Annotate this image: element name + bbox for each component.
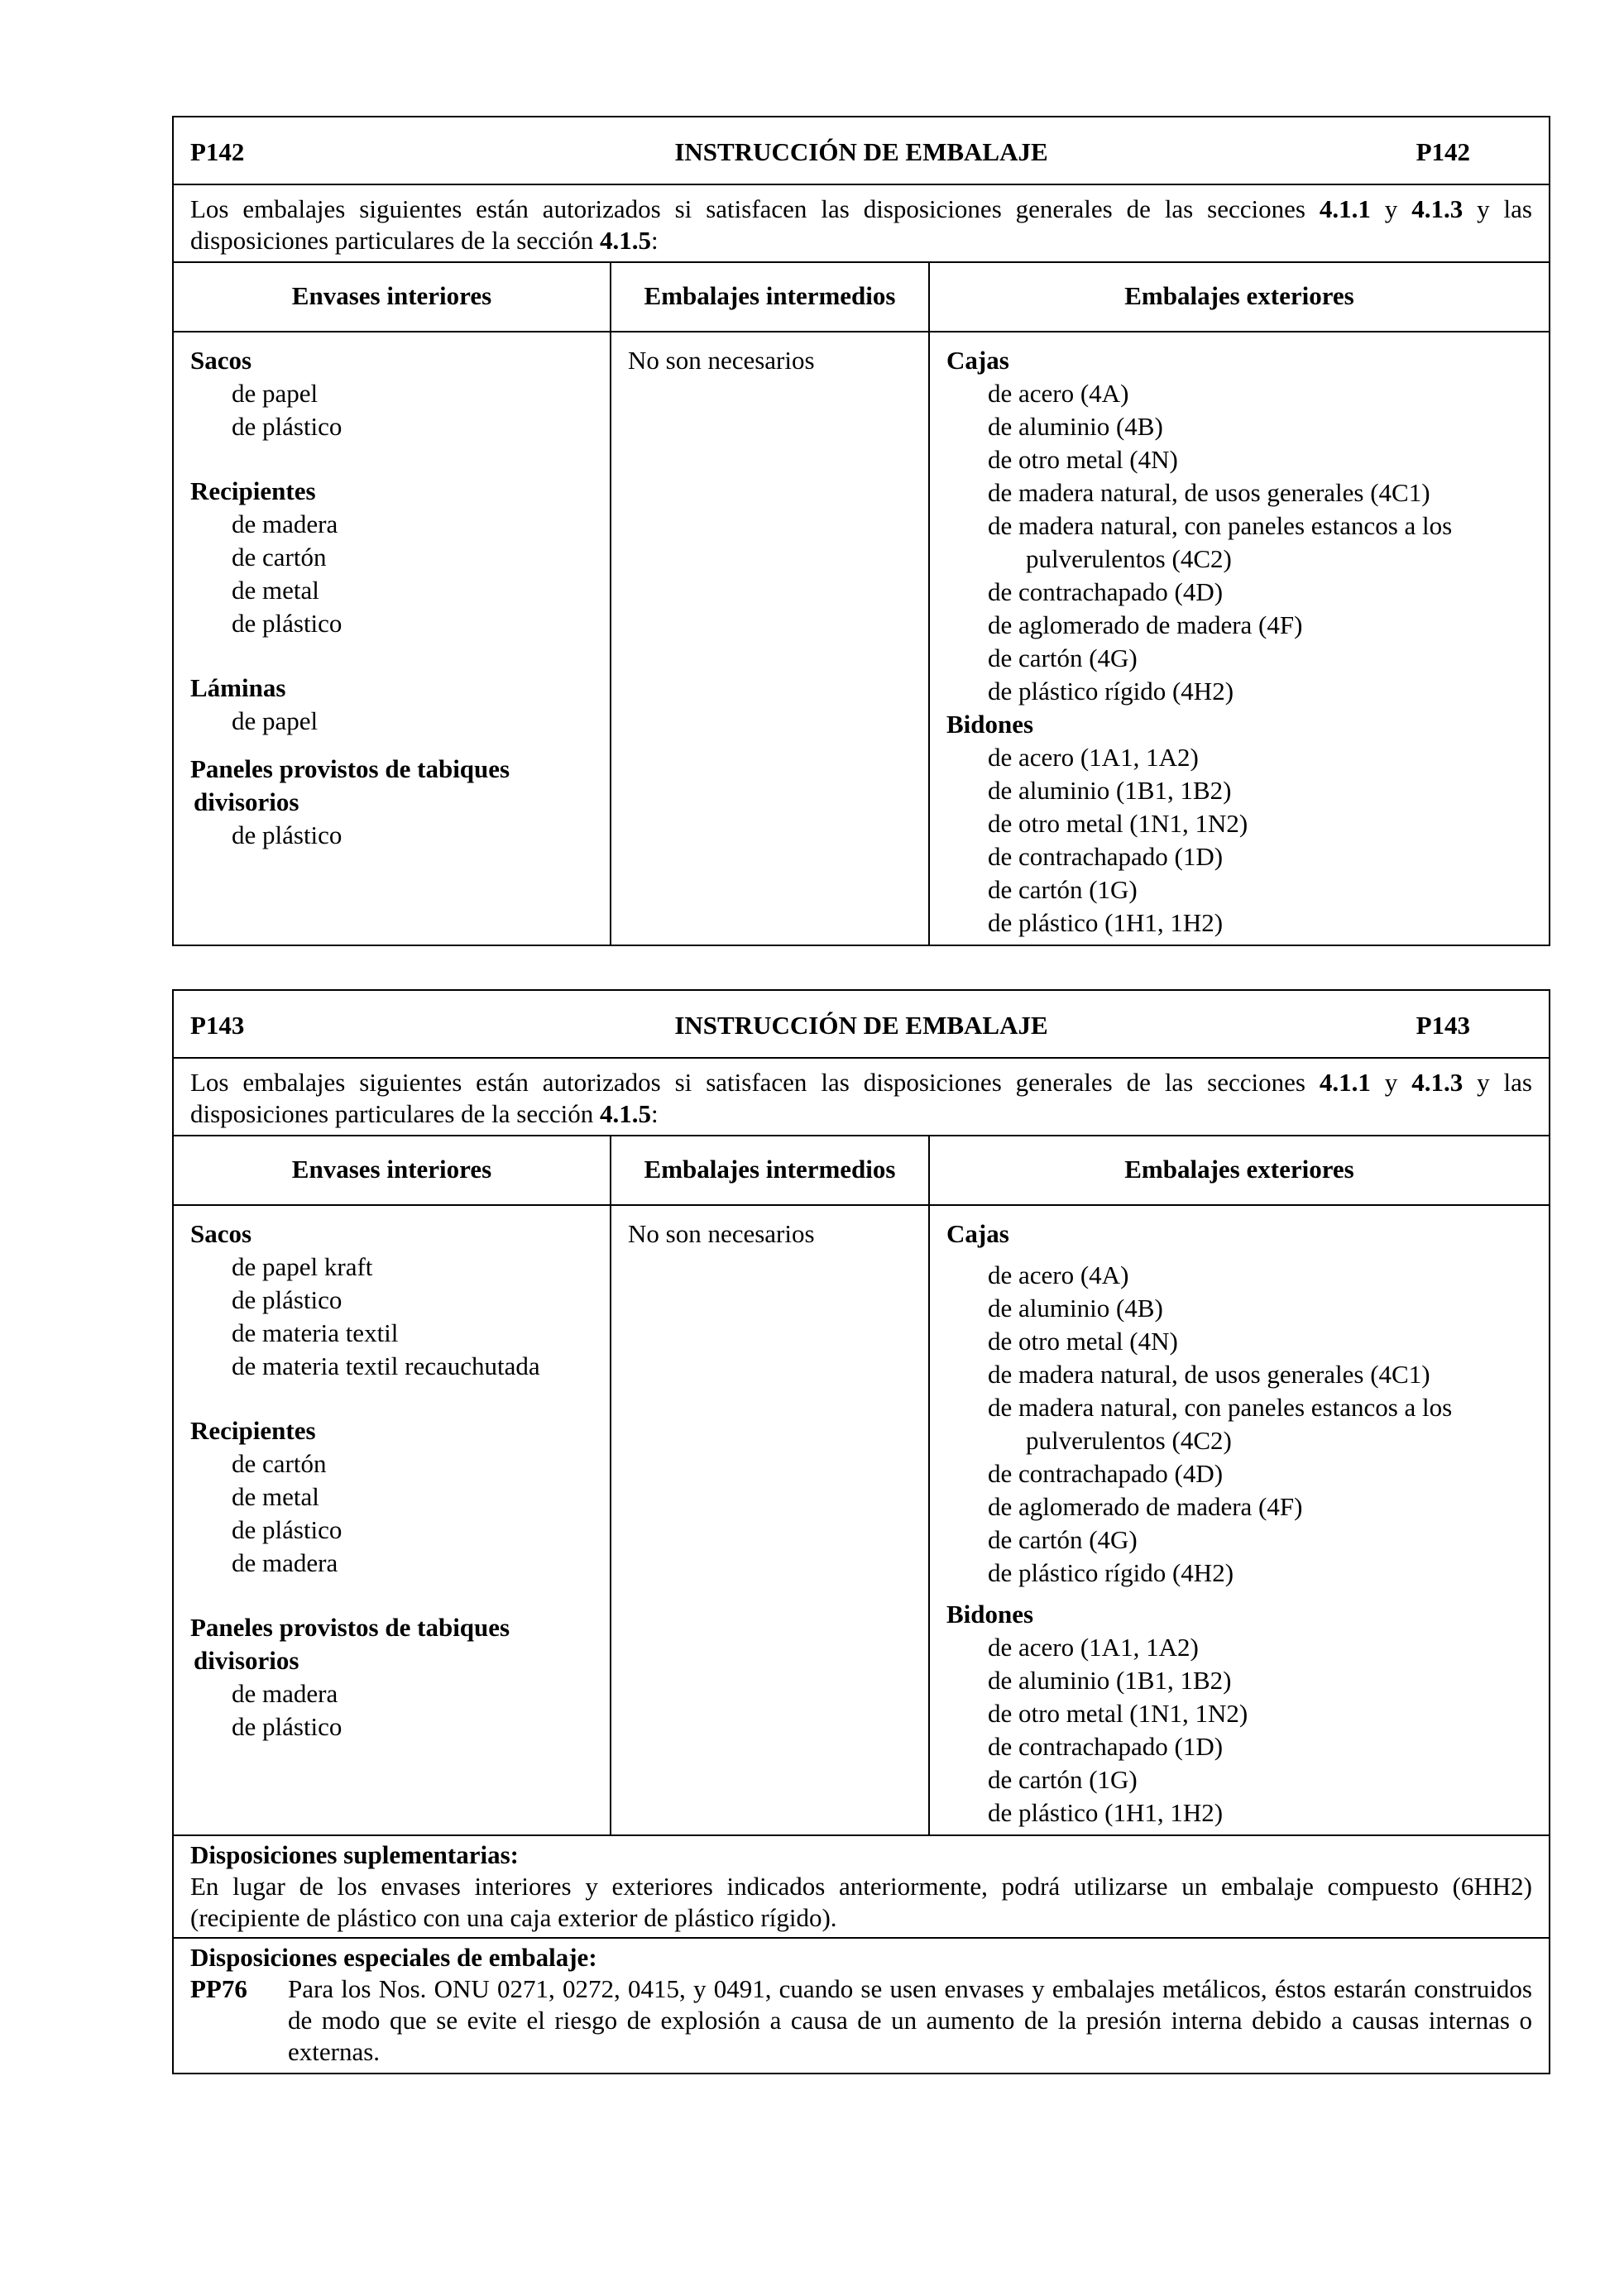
instruction-title: INSTRUCCIÓN DE EMBALAJE	[674, 137, 1048, 166]
group-heading: Bidones	[946, 1600, 1034, 1629]
list-item: de otro metal (4N)	[988, 1327, 1178, 1356]
list-item: de metal	[232, 1482, 319, 1511]
list-item: de plástico	[232, 412, 343, 441]
special-provision-code: PP76	[190, 1974, 247, 2003]
list-item: de plástico	[232, 820, 343, 849]
group-heading: Bidones	[946, 710, 1034, 739]
packing-instruction-p142	[172, 116, 1550, 946]
group-heading: Láminas	[190, 673, 286, 702]
list-item: pulverulentos (4C2)	[1026, 1426, 1232, 1455]
instruction-header	[174, 117, 1549, 185]
list-item: de aglomerado de madera (4F)	[988, 610, 1303, 639]
list-item: de materia textil recauchutada	[232, 1351, 540, 1380]
inner-packagings	[174, 1206, 611, 1834]
list-item: de otro metal (1N1, 1N2)	[988, 809, 1248, 838]
packing-instruction-p143	[172, 989, 1550, 2074]
group-heading: divisorios	[194, 1646, 299, 1675]
list-item: de metal	[232, 576, 319, 605]
list-item: de madera	[232, 1679, 338, 1708]
instruction-code-left: P142	[190, 137, 245, 166]
list-item: de otro metal (1N1, 1N2)	[988, 1699, 1248, 1728]
col-header-outer: Embalajes exteriores	[1124, 1155, 1354, 1184]
list-item: de cartón	[232, 543, 327, 572]
list-item: de papel	[232, 706, 319, 735]
list-item: de materia textil	[232, 1318, 399, 1347]
group-heading: Sacos	[190, 346, 252, 375]
list-item: de aluminio (1B1, 1B2)	[988, 776, 1232, 805]
list-item: de cartón (4G)	[988, 643, 1138, 672]
special-heading: Disposiciones especiales de embalaje:	[190, 1943, 597, 1972]
instruction-title: INSTRUCCIÓN DE EMBALAJE	[674, 1011, 1048, 1040]
intermediate-packagings	[611, 1206, 930, 1834]
outer-packagings	[930, 332, 1549, 945]
list-item: de madera natural, de usos generales (4C1)	[988, 1360, 1430, 1389]
group-heading: Paneles provistos de tabiques	[190, 754, 510, 783]
list-item: de acero (1A1, 1A2)	[988, 743, 1199, 772]
instruction-header	[174, 991, 1549, 1059]
list-item: de aluminio (4B)	[988, 1294, 1163, 1323]
packaging-body	[174, 1206, 1549, 1836]
list-item: de cartón (4G)	[988, 1525, 1138, 1554]
list-item: de plástico	[232, 1515, 343, 1544]
col-header-intermediate: Embalajes intermedios	[611, 263, 930, 331]
intro-text: Los embalajes siguientes están autorizados si satisfacen las disposiciones generales de las secciones	[190, 1068, 1320, 1097]
col-header-outer: Embalajes exteriores	[1124, 281, 1354, 310]
list-item: de plástico (1H1, 1H2)	[988, 1798, 1224, 1827]
intermediate-text: No son necesarios	[628, 1219, 815, 1248]
intro-text: y las disposiciones particulares de la sección	[190, 194, 1532, 255]
list-item: de plástico	[232, 1285, 343, 1314]
supplementary-heading: Disposiciones suplementarias:	[190, 1840, 519, 1869]
list-item: de cartón	[232, 1449, 327, 1478]
col-header-inner: Envases interiores	[174, 1136, 611, 1204]
group-heading: divisorios	[194, 787, 299, 816]
column-headers	[174, 263, 1549, 332]
intro-text: y las disposiciones particulares de la sección	[190, 1068, 1532, 1128]
instruction-intro	[174, 185, 1549, 263]
special-provision-item	[190, 1973, 1532, 2068]
col-header-intermediate: Embalajes intermedios	[611, 1136, 930, 1204]
list-item: de contrachapado (1D)	[988, 1732, 1224, 1761]
list-item: de papel	[232, 379, 319, 408]
list-item: pulverulentos (4C2)	[1026, 544, 1232, 573]
list-item: de cartón (1G)	[988, 1765, 1138, 1794]
instruction-code-left: P143	[190, 1011, 245, 1040]
list-item: de aluminio (4B)	[988, 412, 1163, 441]
list-item: de madera	[232, 1548, 338, 1577]
inner-packagings	[174, 332, 611, 945]
intro-text: :	[650, 226, 659, 255]
section-ref: 4.1.3	[1411, 1068, 1464, 1097]
special-provision-text: Para los Nos. ONU 0271, 0272, 0415, y 0491, cuando se usen envases y embalajes metálicos, éstos estarán construidos de modo que se evite el riesgo de explosión a causa de un aumento de la presión interna debido a causas internas o externas.	[288, 1974, 1532, 2066]
supplementary-text: En lugar de los envases interiores y exteriores indicados anteriormente, podrá utilizarse un embalaje compuesto (6HH2) (recipiente de plástico con una caja exterior de plástico rígido).	[190, 1872, 1532, 1932]
outer-packagings	[930, 1206, 1549, 1834]
intro-text: y	[1370, 194, 1412, 223]
column-headers	[174, 1136, 1549, 1206]
intermediate-packagings	[611, 332, 930, 945]
instruction-code-right: P143	[1416, 1011, 1470, 1040]
group-heading: Cajas	[946, 1219, 1009, 1248]
list-item: de madera natural, con paneles estancos a los	[988, 511, 1453, 540]
list-item: de madera natural, de usos generales (4C1)	[988, 478, 1430, 507]
list-item: de aluminio (1B1, 1B2)	[988, 1666, 1232, 1695]
list-item: de madera	[232, 509, 338, 538]
group-heading: Recipientes	[190, 1416, 316, 1445]
section-ref: 4.1.5	[599, 226, 651, 255]
instruction-intro	[174, 1059, 1549, 1136]
list-item: de plástico rígido (4H2)	[988, 677, 1234, 706]
group-heading: Cajas	[946, 346, 1009, 375]
list-item: de madera natural, con paneles estancos a los	[988, 1393, 1453, 1422]
list-item: de aglomerado de madera (4F)	[988, 1492, 1303, 1521]
section-ref: 4.1.5	[599, 1099, 651, 1128]
group-heading: Sacos	[190, 1219, 252, 1248]
instruction-code-right: P142	[1416, 137, 1470, 166]
list-item: de plástico (1H1, 1H2)	[988, 908, 1224, 937]
list-item: de cartón (1G)	[988, 875, 1138, 904]
list-item: de acero (1A1, 1A2)	[988, 1633, 1199, 1662]
list-item: de acero (4A)	[988, 379, 1129, 408]
list-item: de plástico rígido (4H2)	[988, 1558, 1234, 1587]
list-item: de contrachapado (4D)	[988, 577, 1224, 606]
intro-text: :	[650, 1099, 659, 1128]
col-header-inner: Envases interiores	[174, 263, 611, 331]
group-heading: Recipientes	[190, 476, 316, 505]
list-item: de plástico	[232, 609, 343, 638]
section-ref: 4.1.3	[1411, 194, 1464, 223]
list-item: de contrachapado (1D)	[988, 842, 1224, 871]
list-item: de acero (4A)	[988, 1260, 1129, 1289]
intro-text: y	[1370, 1068, 1412, 1097]
packaging-body	[174, 332, 1549, 945]
list-item: de otro metal (4N)	[988, 445, 1178, 474]
section-ref: 4.1.1	[1319, 1068, 1371, 1097]
list-item: de plástico	[232, 1712, 343, 1741]
intro-text: Los embalajes siguientes están autorizados si satisfacen las disposiciones generales de las secciones	[190, 194, 1320, 223]
supplementary-provisions	[174, 1836, 1549, 1939]
list-item: de contrachapado (4D)	[988, 1459, 1224, 1488]
special-packing-provisions	[174, 1939, 1549, 2073]
section-ref: 4.1.1	[1319, 194, 1371, 223]
intermediate-text: No son necesarios	[628, 346, 815, 375]
list-item: de papel kraft	[232, 1252, 373, 1281]
group-heading: Paneles provistos de tabiques	[190, 1613, 510, 1642]
